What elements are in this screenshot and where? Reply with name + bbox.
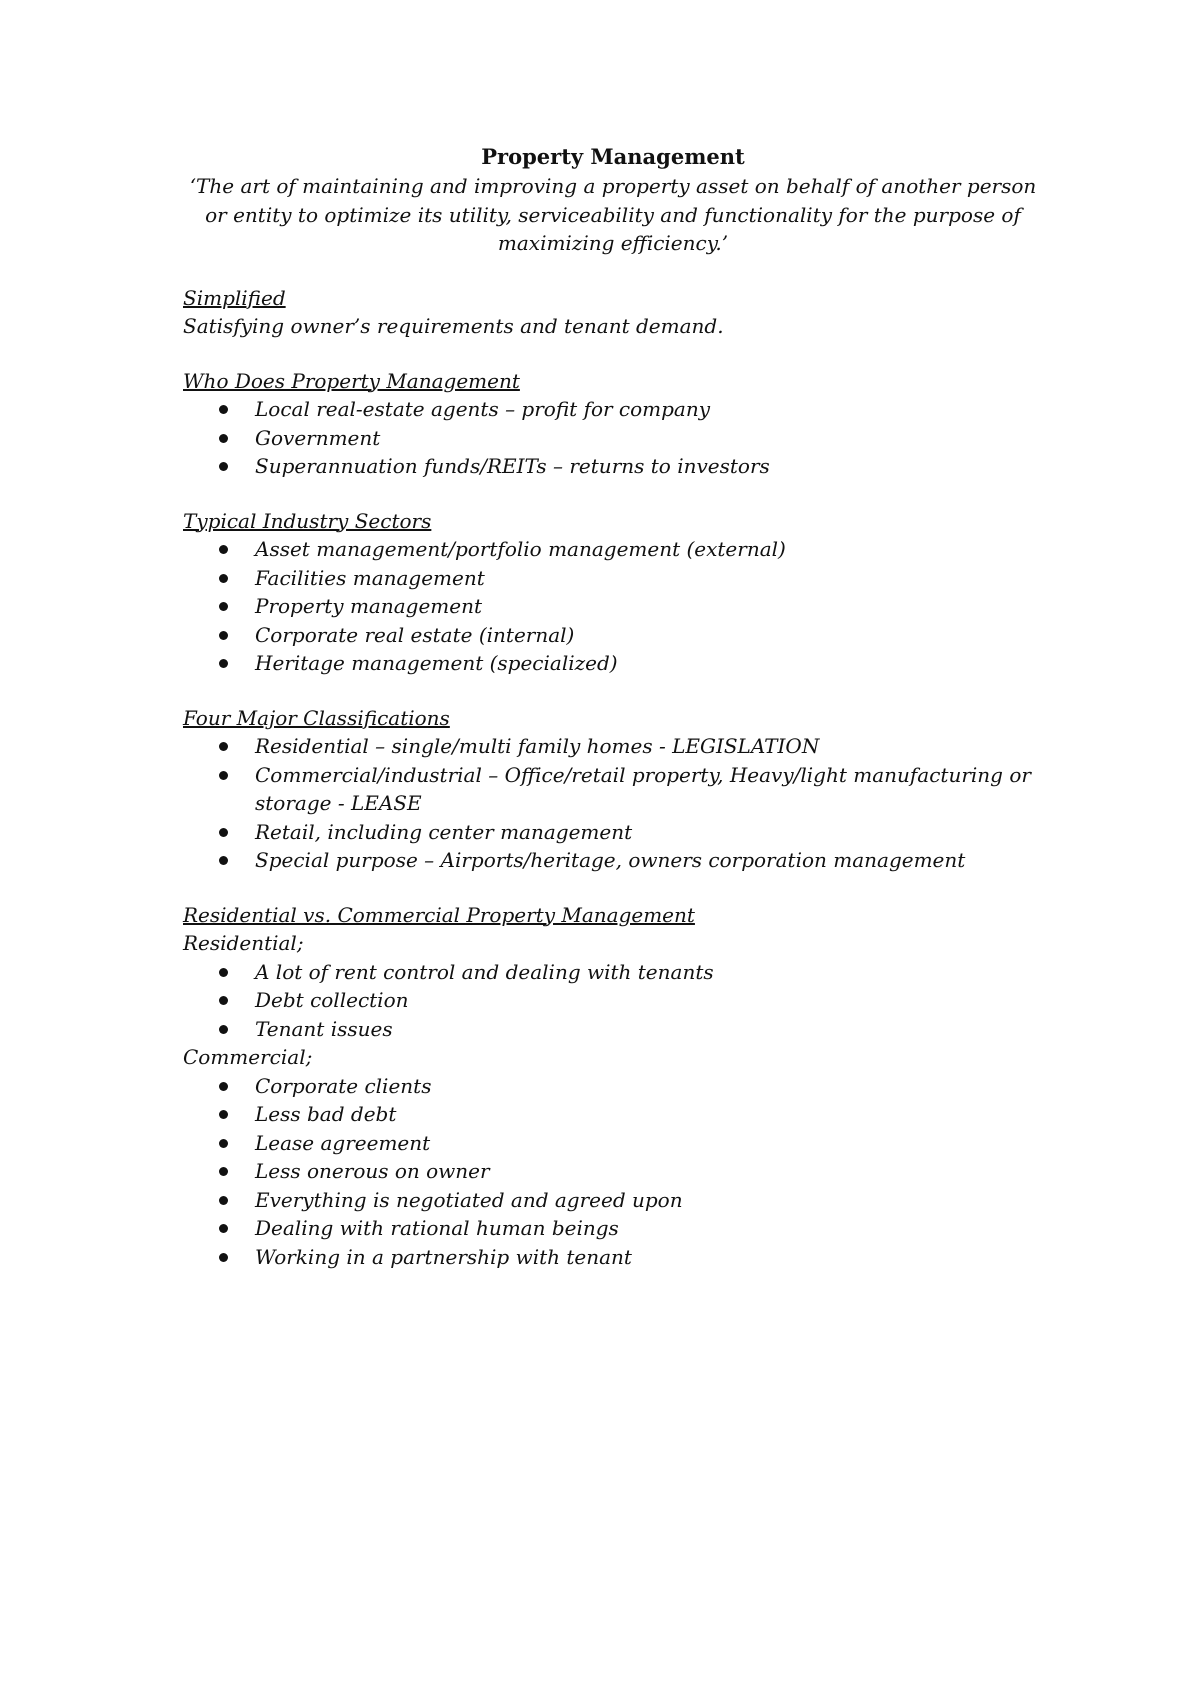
section-comparison [183,901,1043,1272]
bullet-icon [219,1110,228,1119]
bullet-icon [219,1082,228,1091]
list-item: Local real-estate agents – profit for company [183,395,1043,424]
bullet-icon [219,1139,228,1148]
bullet-icon [219,828,228,837]
bullet-icon [219,1253,228,1262]
definition-quote [183,172,1043,258]
definition-line: or entity to optimize its utility, serviceability and functionality for the purpose of [205,202,1021,227]
bullet-icon [219,434,228,443]
section-simplified [183,284,1043,341]
list-item: Superannuation funds/REITs – returns to investors [183,452,1043,481]
list-item: Heritage management (specialized) [183,649,1043,678]
bullet-icon [219,1224,228,1233]
bullet-icon [219,574,228,583]
list-item: Special purpose – Airports/heritage, owners corporation management [183,846,1043,875]
section-heading: Who Does Property Management [183,368,520,393]
list-item: A lot of rent control and dealing with tenants [183,958,1043,987]
bullet-icon [219,462,228,471]
section-heading: Residential vs. Commercial Property Management [183,902,695,927]
document-body [183,142,1043,1271]
bullet-icon [219,742,228,751]
section-heading: Four Major Classifications [183,705,450,730]
bullet-icon [219,1025,228,1034]
list-item: Debt collection [183,986,1043,1015]
section-industry-sectors [183,507,1043,678]
list-item: Less onerous on owner [183,1157,1043,1186]
bullet-list [183,535,1043,678]
bullet-list [183,958,1043,1044]
bullet-list [183,732,1043,875]
section-heading: Simplified [183,285,286,310]
definition-line: ‘The art of maintaining and improving a property asset on behalf of another person [189,174,1037,198]
list-item: Tenant issues [183,1015,1043,1044]
definition-line: maximizing efficiency.’ [497,231,729,255]
list-item: Retail, including center management [183,818,1043,847]
list-item: Facilities management [183,564,1043,593]
bullet-icon [219,856,228,865]
list-item: Working in a partnership with tenant [183,1243,1043,1272]
list-item: Corporate clients [183,1072,1043,1101]
list-item: Government [183,424,1043,453]
bullet-list [183,1072,1043,1272]
list-item: Asset management/portfolio management (external) [183,535,1043,564]
bullet-icon [219,996,228,1005]
residential-label: Residential; [183,931,304,955]
simplified-text: Satisfying owner’s requirements and tenant demand. [183,314,724,338]
bullet-icon [219,771,228,780]
section-classifications [183,704,1043,875]
list-item: Less bad debt [183,1100,1043,1129]
bullet-icon [219,1167,228,1176]
list-item: Dealing with rational human beings [183,1214,1043,1243]
page-title: Property Management [481,144,745,169]
list-item: Everything is negotiated and agreed upon [183,1186,1043,1215]
bullet-icon [219,659,228,668]
list-item: Residential – single/multi family homes - LEGISLATION [183,732,1043,761]
commercial-label: Commercial; [183,1045,313,1069]
list-item: Corporate real estate (internal) [183,621,1043,650]
bullet-icon [219,631,228,640]
bullet-icon [219,1196,228,1205]
bullet-icon [219,405,228,414]
list-item: Lease agreement [183,1129,1043,1158]
bullet-icon [219,602,228,611]
section-heading: Typical Industry Sectors [183,508,432,533]
list-item: Commercial/industrial – Office/retail property, Heavy/light manufacturing or storage - LEASE [183,761,1043,818]
list-item: Property management [183,592,1043,621]
bullet-list [183,395,1043,481]
bullet-icon [219,545,228,554]
section-who-does [183,367,1043,481]
bullet-icon [219,968,228,977]
